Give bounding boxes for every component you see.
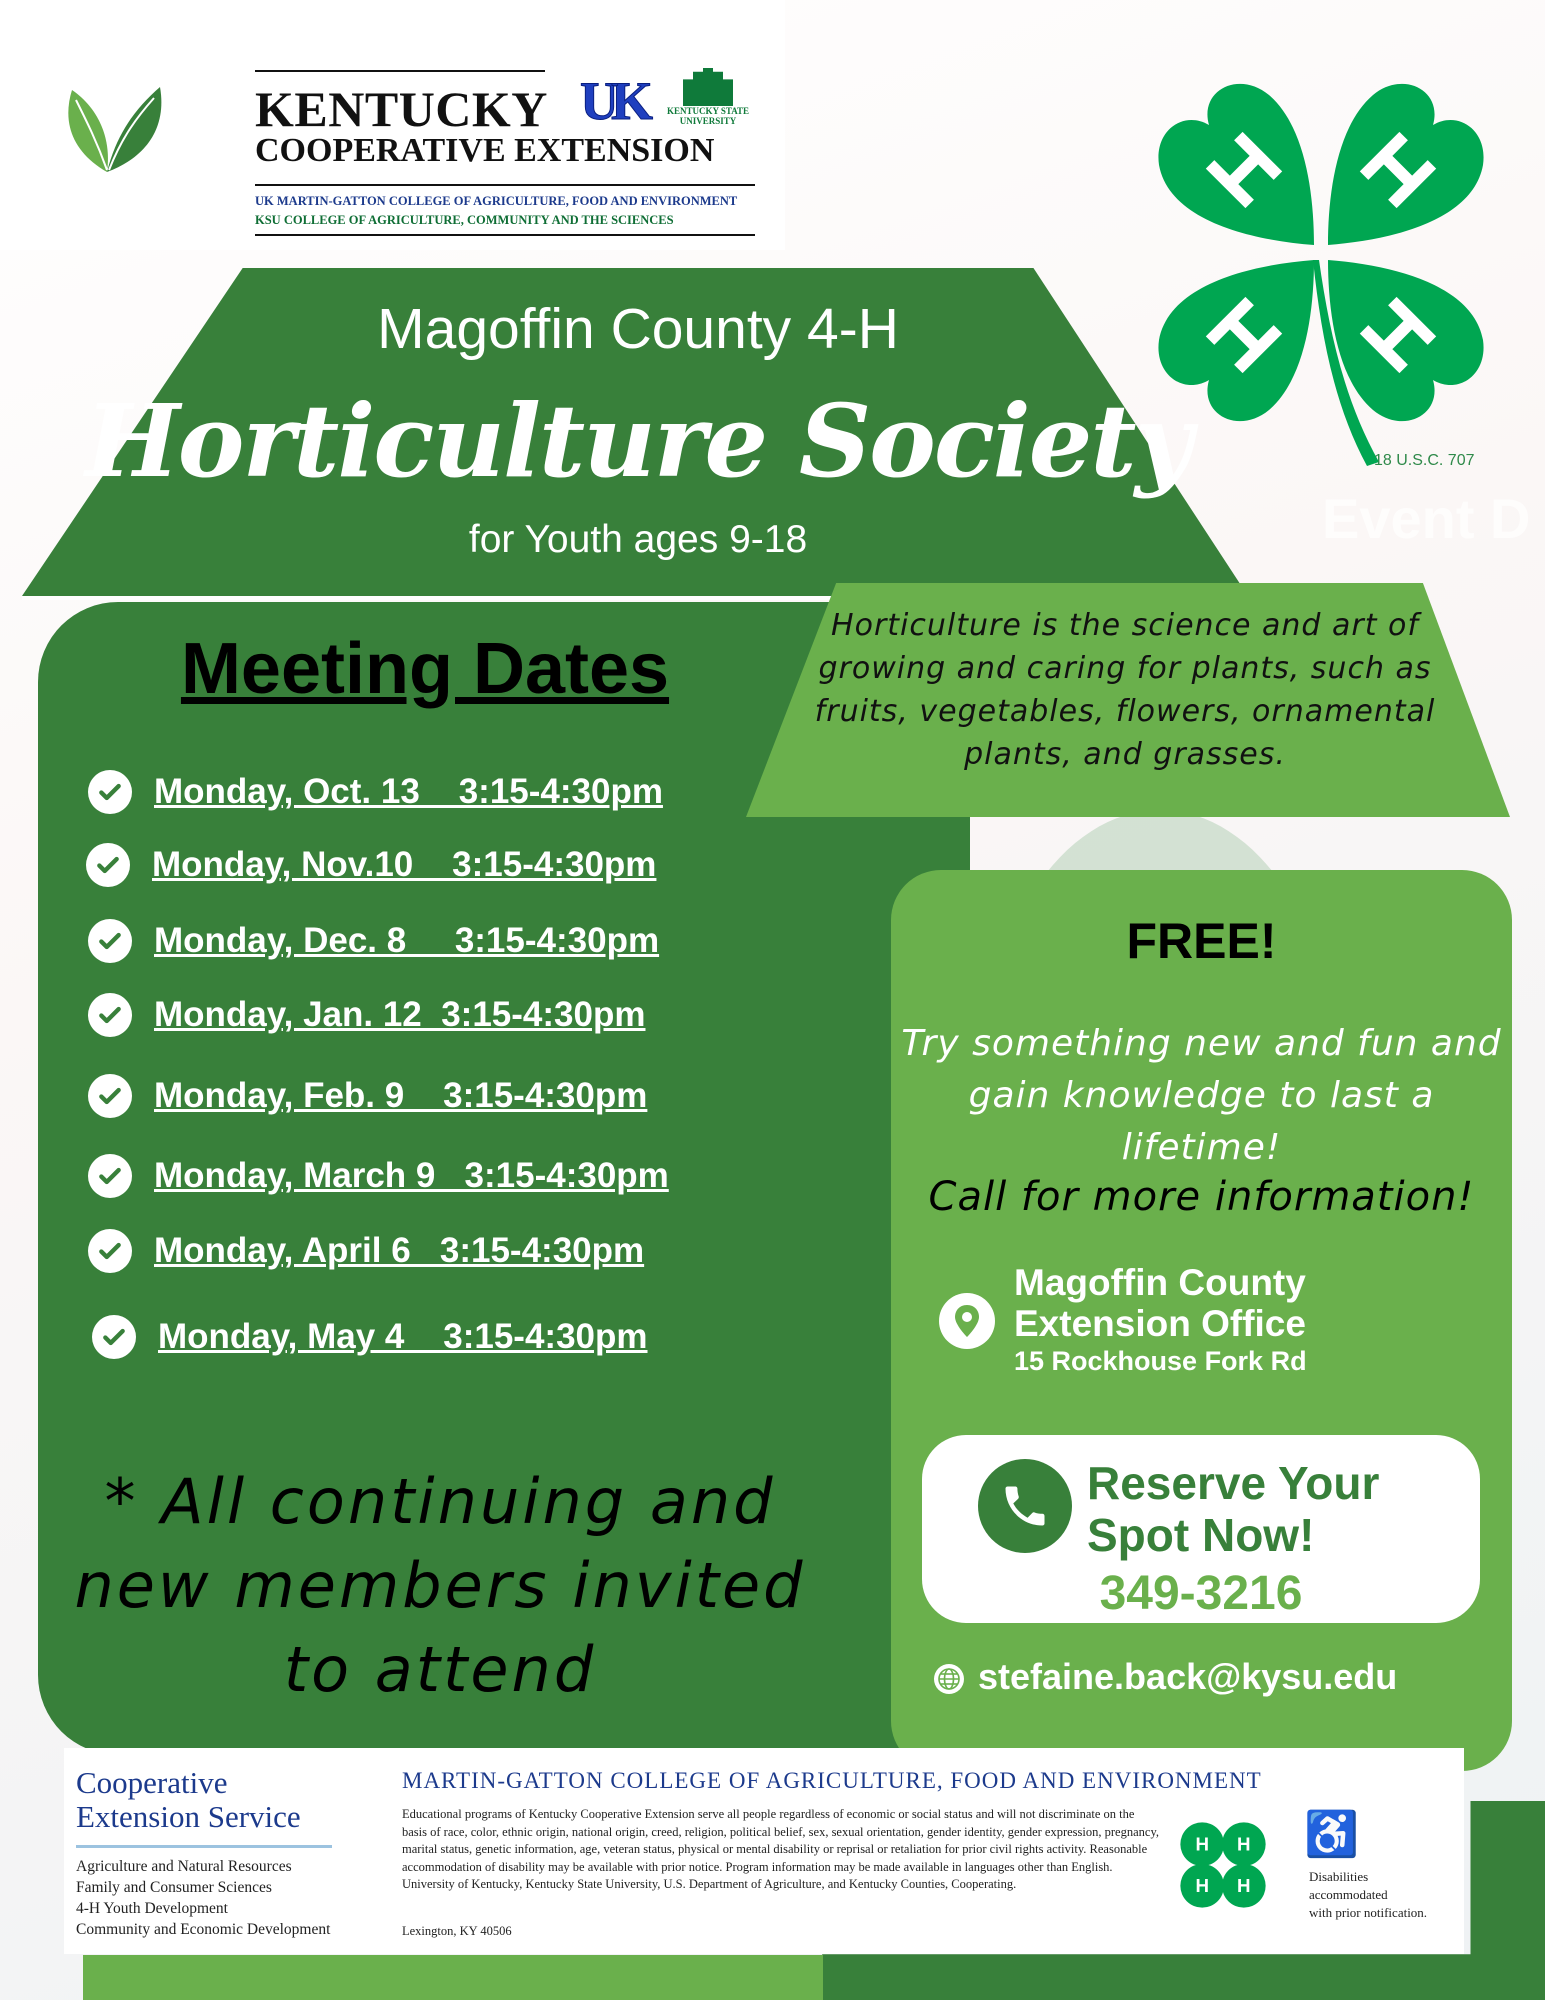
ksu-logo	[663, 68, 753, 126]
ksu-building-icon	[683, 68, 733, 106]
footer-rule	[76, 1845, 332, 1848]
page-title: Horticulture Society	[85, 382, 1191, 500]
program-areas	[76, 1856, 330, 1940]
meeting-date-row	[88, 770, 663, 814]
logo-kentucky: KENTUCKY	[255, 81, 548, 137]
footer-location: Lexington, KY 40506	[402, 1924, 512, 1938]
meeting-date: Monday, Feb. 9 3:15-4:30pm	[154, 1076, 648, 1115]
ces-line2: Extension Service	[76, 1799, 301, 1834]
program-area: Agriculture and Natural Resources	[76, 1858, 292, 1875]
street-address: 15 Rockhouse Fork Rd	[1014, 1346, 1307, 1376]
ksu-logo-text: KENTUCKY STATE UNIVERSITY	[666, 106, 750, 126]
footer-4h-clover-icon	[1171, 1813, 1275, 1917]
check-circle-icon	[88, 1154, 132, 1198]
meeting-date: Monday, Nov.10 3:15-4:30pm	[152, 845, 657, 884]
check-circle-icon	[88, 919, 132, 963]
reserve-line1: Reserve Your	[1087, 1457, 1380, 1509]
program-area: 4-H Youth Development	[76, 1900, 228, 1917]
phone-number[interactable]: 349-3216	[1099, 1567, 1303, 1620]
reserve-line2: Spot Now!	[1087, 1509, 1315, 1561]
kentucky-cooperative-extension-logo	[255, 68, 755, 238]
uk-logo: UK	[580, 71, 645, 131]
meeting-date: Monday, Jan. 12 3:15-4:30pm	[154, 995, 646, 1034]
check-circle-icon	[88, 1229, 132, 1273]
disability-line3: with prior notification.	[1309, 1905, 1428, 1920]
check-circle-icon	[88, 993, 132, 1037]
meeting-date-row	[88, 993, 645, 1037]
email-link[interactable]: stefaine.back@kysu.edu	[978, 1656, 1398, 1697]
location-pin-icon	[939, 1293, 995, 1349]
meeting-date: Monday, April 6 3:15-4:30pm	[154, 1231, 645, 1270]
age-range: for Youth ages 9-18	[468, 518, 808, 561]
office-name-line2: Extension Office	[1014, 1303, 1306, 1344]
meeting-date-row	[88, 1229, 644, 1273]
svg-text:H: H	[1195, 1833, 1209, 1855]
nondiscrimination-statement: Educational programs of Kentucky Cooperative Extension serve all people regardless of economic or social status and will not discriminate on the basis of race, color, ethnic origin, national origin, creed, religion, political belief, sex, sexual orientation, gender identity, gender expression, pregnancy, marital status, genetic information, age, veteran status, physical or mental disability or reprisal or retaliation for prior civil rights activity. Reasonable accommodation of disability may be available with prior notice. Program information may be made available in languages other than English. University of Kentucky, Kentucky State University, U.S. Department of Agriculture, and Kentucky Counties, Cooperating.	[402, 1807, 1160, 1891]
svg-text:H: H	[1237, 1833, 1251, 1855]
members-note: * All continuing and new members invited to attend	[74, 1465, 806, 1706]
college-name: MARTIN-GATTON COLLEGE OF AGRICULTURE, FOOD AND ENVIRONMENT	[402, 1768, 1262, 1793]
meeting-date-row	[92, 1315, 648, 1359]
tagline: Try something new and fun and gain knowledge to last a lifetime!	[901, 1023, 1502, 1168]
free-label: FREE!	[1126, 913, 1277, 969]
faded-event-text: Event D	[1322, 487, 1531, 550]
bottom-light-strip	[83, 1955, 823, 2000]
check-circle-icon	[88, 770, 132, 814]
svg-text:H: H	[1237, 1875, 1251, 1897]
meeting-date: Monday, May 4 3:15-4:30pm	[158, 1317, 648, 1356]
meeting-date-row	[88, 1074, 647, 1118]
program-area: Community and Economic Development	[76, 1921, 331, 1938]
check-circle-icon	[88, 1074, 132, 1118]
office-name-line1: Magoffin County	[1014, 1262, 1306, 1303]
logo-cooperative-extension: COOPERATIVE EXTENSION	[255, 132, 715, 169]
call-prompt: Call for more information!	[928, 1174, 1475, 1220]
office-address	[1014, 1262, 1307, 1378]
logo-uk-college: UK MARTIN-GATTON COLLEGE OF AGRICULTURE, FOOD AND ENVIRONMENT	[255, 194, 738, 208]
program-area: Family and Consumer Sciences	[76, 1879, 272, 1896]
logo-ksu-college: KSU COLLEGE OF AGRICULTURE, COMMUNITY AND THE SCIENCES	[255, 213, 674, 227]
wheelchair-icon: ♿	[1304, 1810, 1359, 1859]
meeting-date: Monday, Dec. 8 3:15-4:30pm	[154, 921, 660, 960]
divider	[22, 596, 832, 600]
county-title: Magoffin County 4-H	[377, 297, 899, 361]
meeting-date: Monday, Oct. 13 3:15-4:30pm	[154, 772, 663, 811]
check-circle-icon	[86, 843, 130, 887]
check-circle-icon	[92, 1315, 136, 1359]
footer	[64, 1748, 1464, 1954]
disability-line2: accommodated	[1309, 1887, 1388, 1902]
svg-text:H: H	[1195, 1875, 1209, 1897]
ces-line1: Cooperative	[76, 1765, 228, 1800]
meeting-date-row	[88, 919, 659, 963]
meeting-dates-title: Meeting Dates	[180, 629, 670, 709]
phone-icon	[978, 1459, 1072, 1553]
meeting-date-row	[86, 843, 656, 887]
reserve-text	[1087, 1457, 1379, 1561]
leaf-logo-icon	[62, 82, 162, 177]
meeting-date: Monday, March 9 3:15-4:30pm	[154, 1156, 669, 1195]
globe-icon	[933, 1663, 965, 1695]
meeting-date-row	[88, 1154, 669, 1198]
disability-line1: Disabilities	[1309, 1869, 1369, 1884]
usc-notice: 18 U.S.C. 707	[1374, 452, 1475, 469]
horticulture-definition: Horticulture is the science and art of growing and caring for plants, such as fruits, vegetables, flowers, ornamental plants, and grasses.	[814, 608, 1436, 772]
ces-logo	[76, 1766, 301, 1834]
disability-notice	[1309, 1868, 1427, 1922]
